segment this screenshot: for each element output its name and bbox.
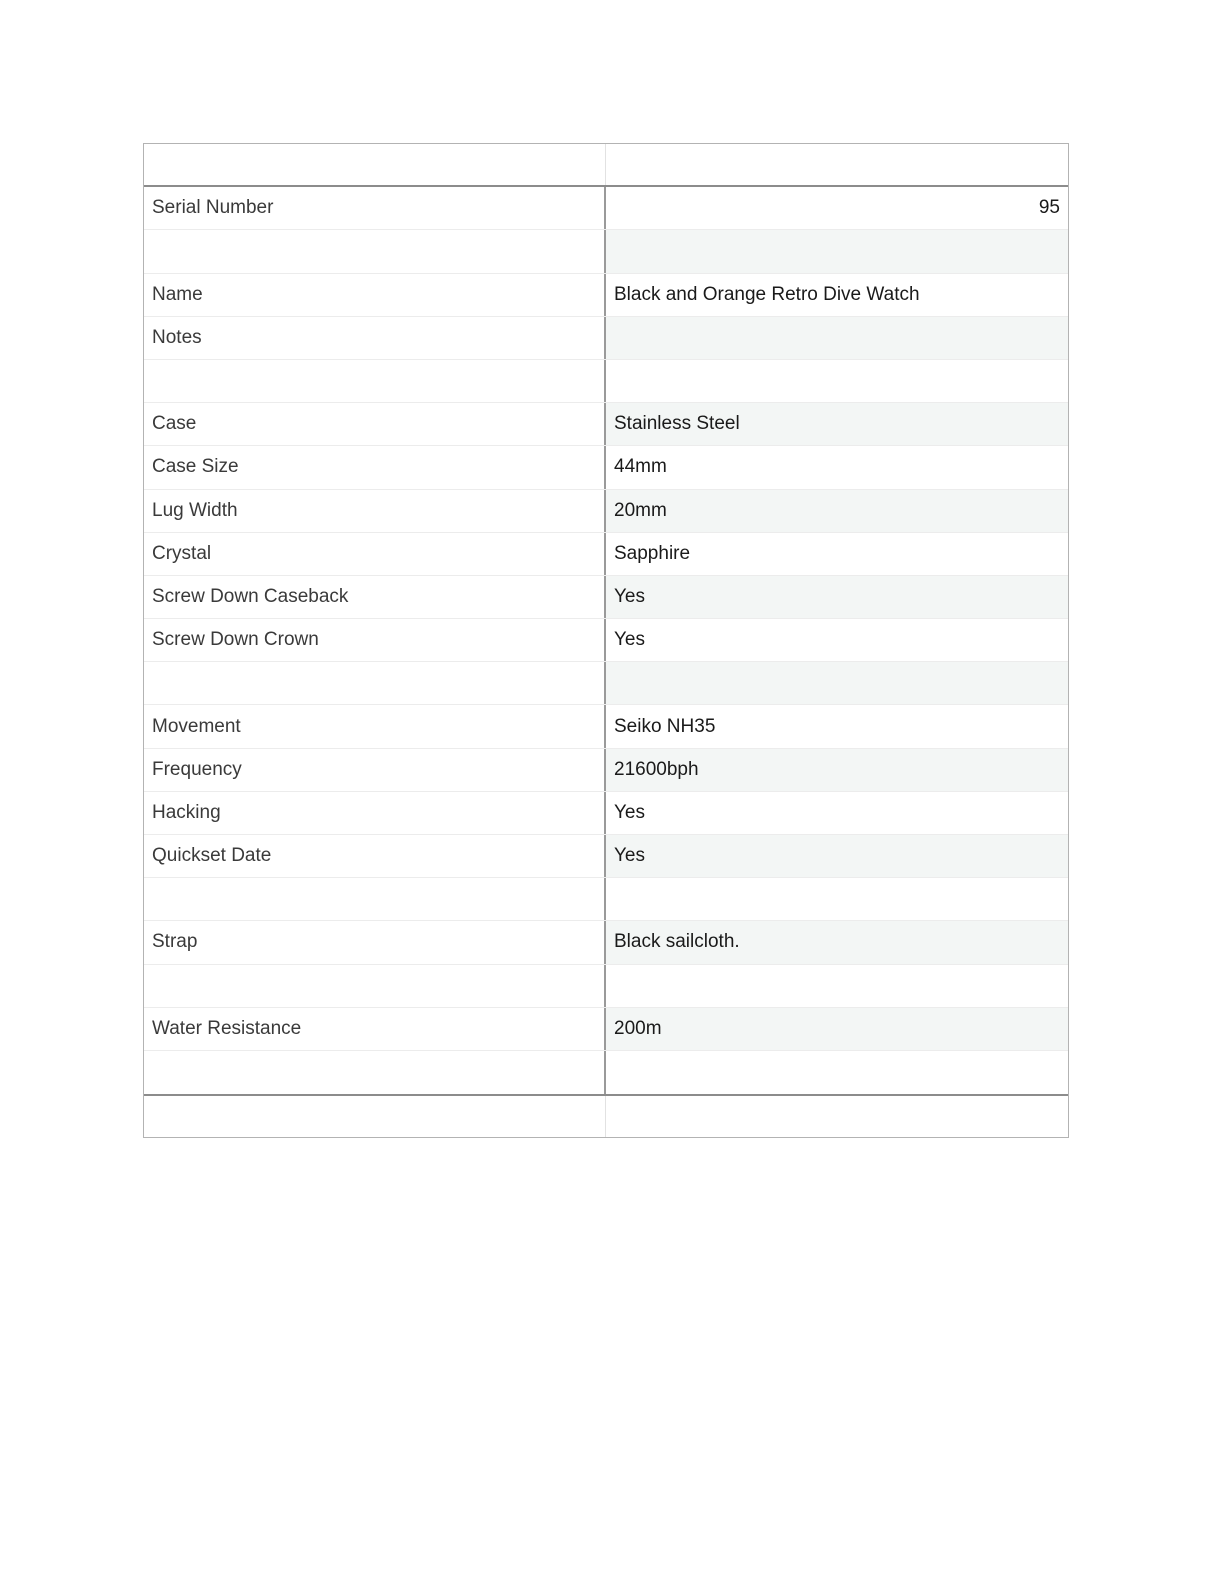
row-value: Stainless Steel [606,403,1068,445]
row-label: Quickset Date [144,835,606,877]
row-label: Serial Number [144,187,606,229]
table-row-water-resistance [144,1008,1068,1051]
row-label: Case Size [144,446,606,488]
row-value: Seiko NH35 [606,705,1068,747]
table-row-case [144,403,1068,446]
table-row-strap [144,921,1068,964]
row-value [606,662,1068,704]
row-value [606,1051,1068,1094]
row-label: Screw Down Caseback [144,576,606,618]
table-header-row [144,144,1068,187]
row-value: Yes [606,576,1068,618]
footer-label-cell [144,1096,606,1137]
row-label: Name [144,274,606,316]
row-value: Black and Orange Retro Dive Watch [606,274,1068,316]
row-label: Crystal [144,533,606,575]
row-label [144,965,606,1007]
row-value: Yes [606,792,1068,834]
row-value: 95 [606,187,1068,229]
row-value: Yes [606,619,1068,661]
row-label: Hacking [144,792,606,834]
header-value-cell [606,144,1068,185]
table-row-lug-width [144,490,1068,533]
row-value: Black sailcloth. [606,921,1068,963]
table-row-blank [144,662,1068,705]
row-value: Yes [606,835,1068,877]
table-row-frequency [144,749,1068,792]
row-value [606,878,1068,920]
table-row-crystal [144,533,1068,576]
row-label: Frequency [144,749,606,791]
row-label [144,230,606,272]
table-row-hacking [144,792,1068,835]
row-label: Notes [144,317,606,359]
table-footer-row [144,1094,1068,1137]
row-label: Movement [144,705,606,747]
row-label: Case [144,403,606,445]
row-value: 200m [606,1008,1068,1050]
row-value: 21600bph [606,749,1068,791]
row-label [144,1051,606,1094]
table-row-serial-number [144,187,1068,230]
table-row-screw-down-crown [144,619,1068,662]
row-label [144,878,606,920]
row-value [606,230,1068,272]
table-row-quickset-date [144,835,1068,878]
table-row-notes [144,317,1068,360]
table-row-screw-down-caseback [144,576,1068,619]
table-row-blank [144,878,1068,921]
row-label: Water Resistance [144,1008,606,1050]
table-row-name [144,274,1068,317]
row-value [606,965,1068,1007]
row-value [606,360,1068,402]
row-label: Strap [144,921,606,963]
footer-value-cell [606,1096,1068,1137]
row-label: Lug Width [144,490,606,532]
row-label [144,360,606,402]
row-value: 44mm [606,446,1068,488]
row-value: Sapphire [606,533,1068,575]
table-row-movement [144,705,1068,748]
spec-table [143,143,1069,1138]
table-row-blank [144,965,1068,1008]
row-value [606,317,1068,359]
table-row-blank [144,1051,1068,1094]
table-row-case-size [144,446,1068,489]
header-label-cell [144,144,606,185]
table-row-blank [144,360,1068,403]
row-label [144,662,606,704]
table-row-blank [144,230,1068,273]
row-value: 20mm [606,490,1068,532]
row-label: Screw Down Crown [144,619,606,661]
